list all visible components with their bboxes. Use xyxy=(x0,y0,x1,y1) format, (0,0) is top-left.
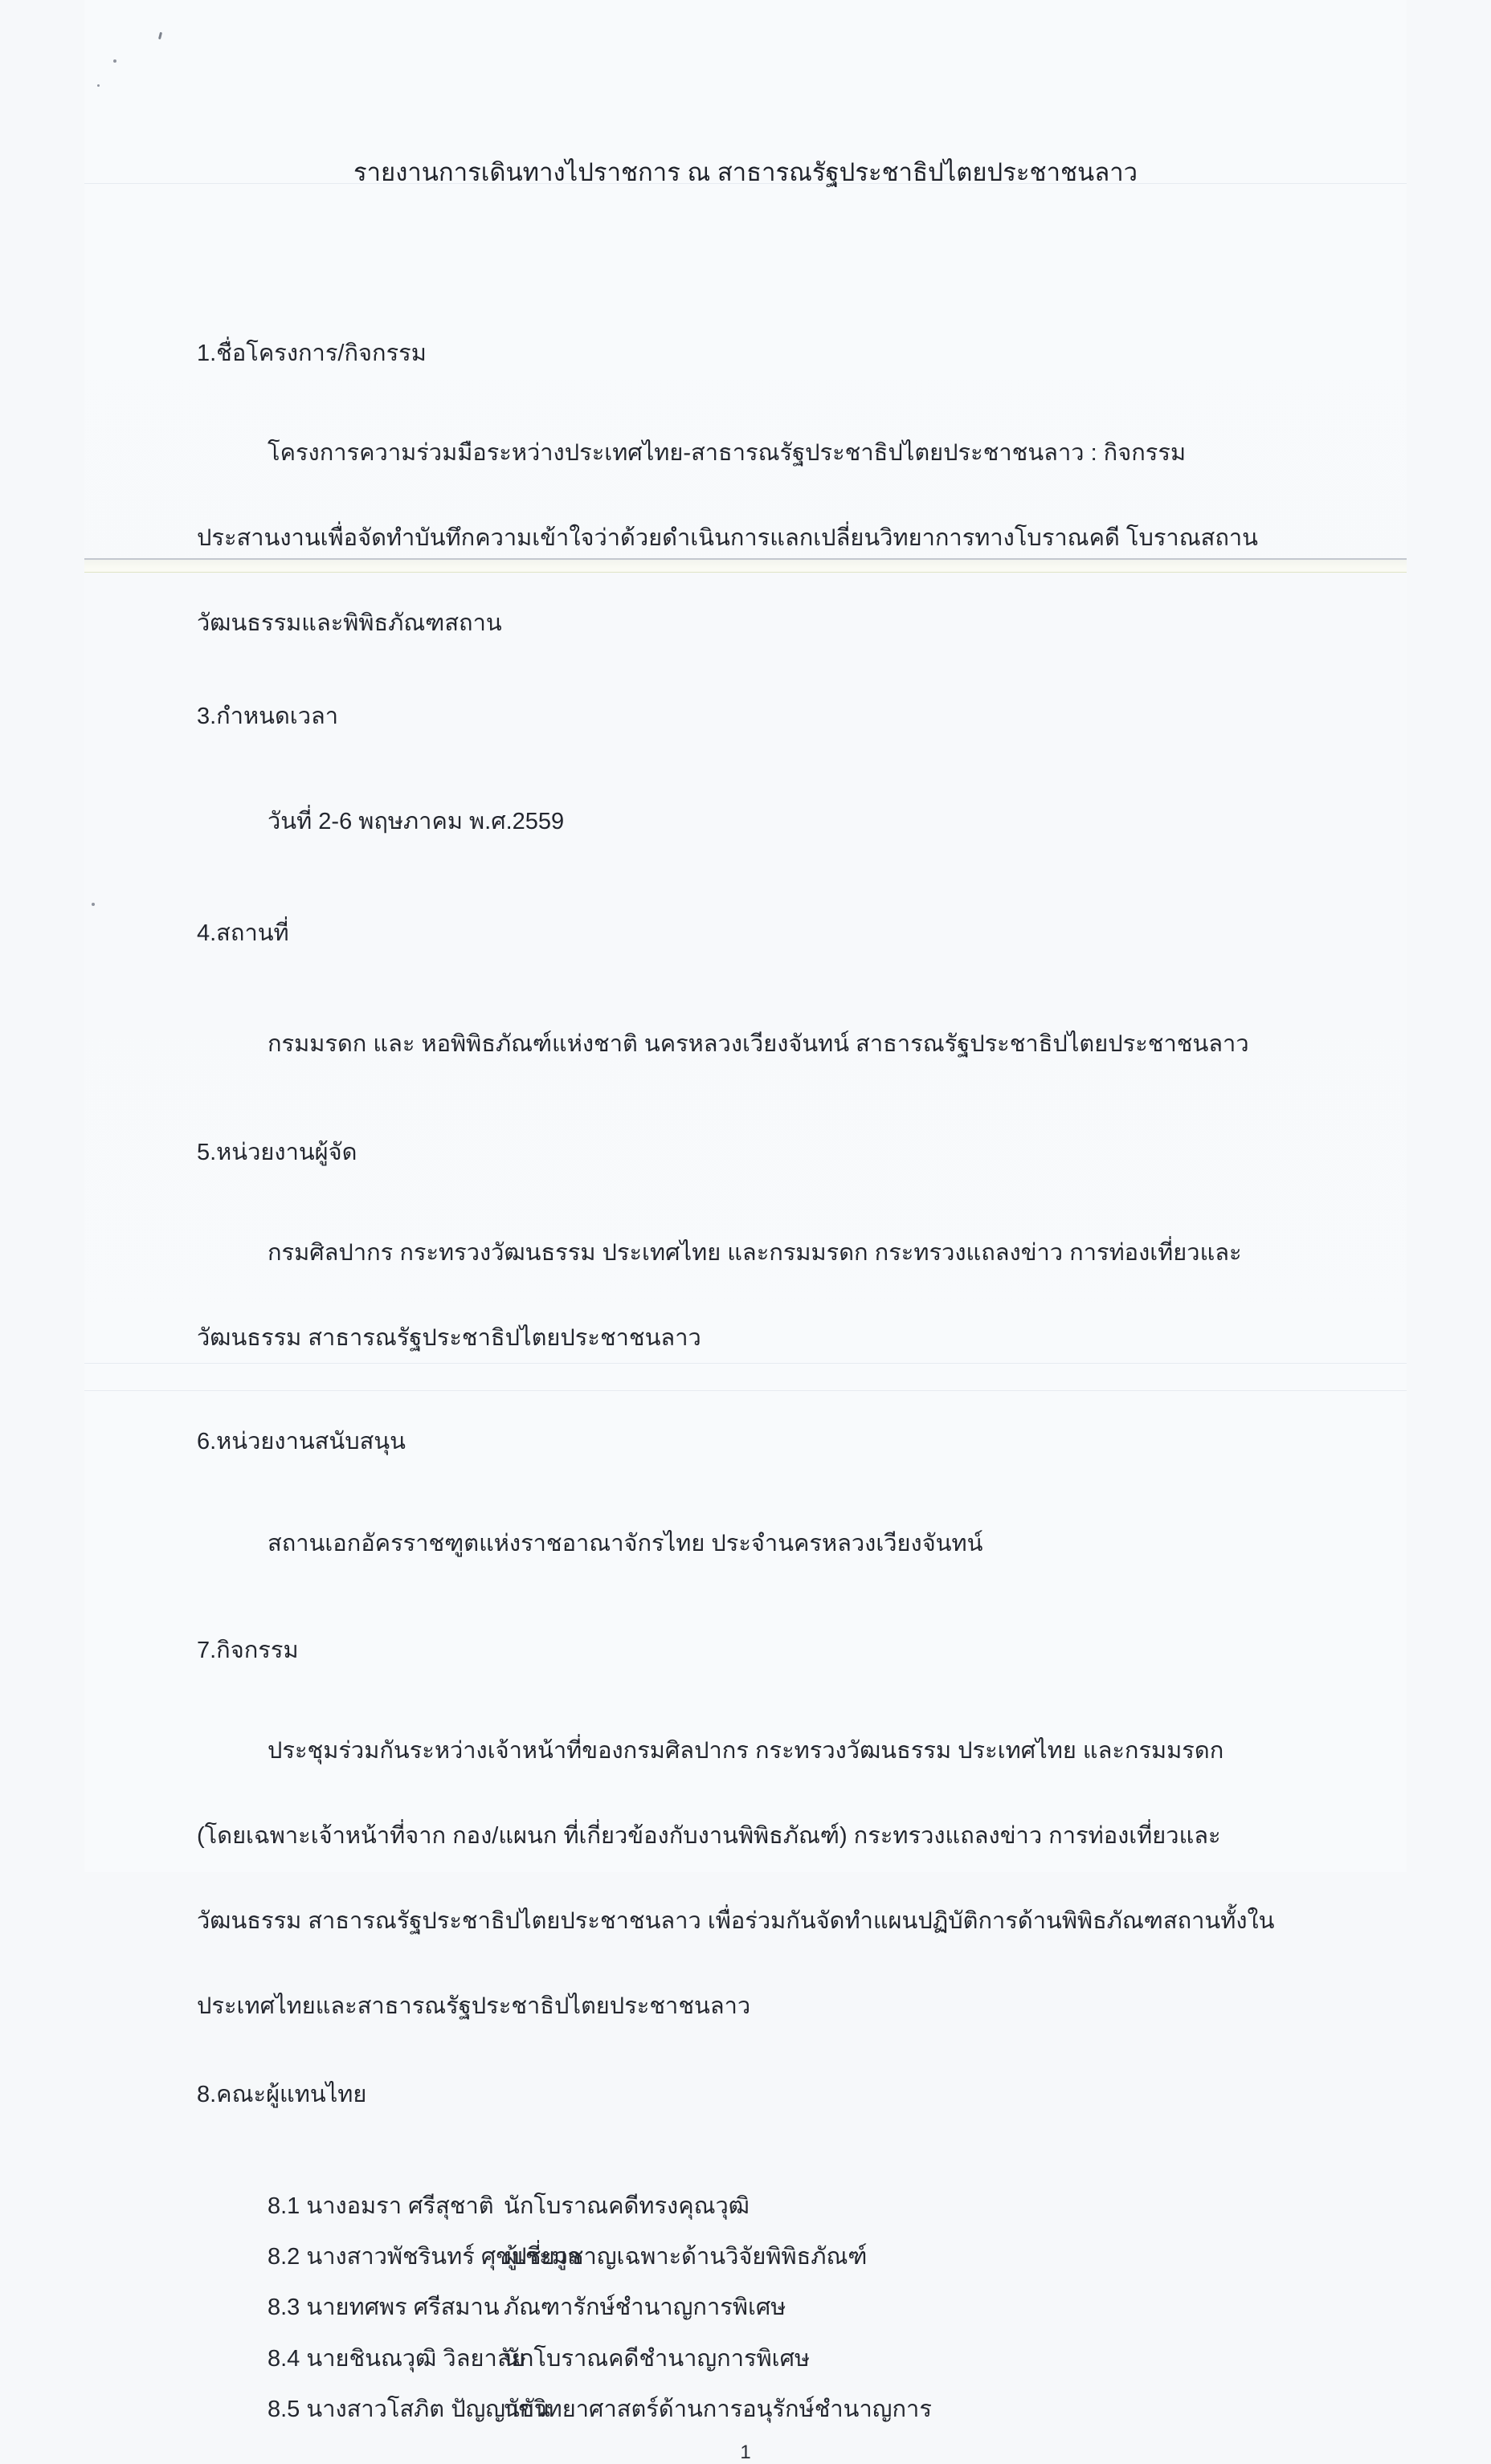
scan-speck xyxy=(92,903,95,906)
section-heading-8: 8.คณะผู้แทนไทย xyxy=(197,2082,367,2107)
scanned-document-page xyxy=(84,0,1407,2463)
delegate-name: 8.4 นายชินณวุฒิ วิลยาลัย xyxy=(268,2346,525,2372)
section-heading-3: 3.กำหนดเวลา xyxy=(197,704,339,729)
delegate-position: นักวิทยาศาสตร์ด้านการอนุรักษ์ชำนาญการ xyxy=(504,2397,932,2422)
paragraph-line: ประชุมร่วมกันระหว่างเจ้าหน้าที่ของกรมศิลปากร กระทรวงวัฒนธรรม ประเทศไทย และกรมมรดก xyxy=(268,1738,1224,1764)
paragraph-line: วัฒนธรรม สาธารณรัฐประชาธิปไตยประชาชนลาว xyxy=(197,1325,701,1351)
paragraph-line: วัฒนธรรมและพิพิธภัณฑสถาน xyxy=(197,610,502,636)
paragraph-line: กรมมรดก และ หอพิพิธภัณฑ์แห่งชาติ นครหลวงเวียงจันทน์ สาธารณรัฐประชาธิปไตยประชาชนลาว xyxy=(268,1031,1249,1057)
scan-artifact-band xyxy=(84,558,1407,573)
delegate-position: ภัณฑารักษ์ชำนาญการพิเศษ xyxy=(504,2295,786,2320)
scan-speck xyxy=(158,32,162,39)
scan-speck xyxy=(113,59,116,63)
paragraph-line: วันที่ 2-6 พฤษภาคม พ.ศ.2559 xyxy=(268,809,565,834)
paragraph-line: กรมศิลปากร กระทรวงวัฒนธรรม ประเทศไทย และกรมมรดก กระทรวงแถลงข่าว การท่องเที่ยวและ xyxy=(268,1240,1242,1266)
page-number: 1 xyxy=(740,2442,751,2463)
section-heading-7: 7.กิจกรรม xyxy=(197,1638,299,1663)
paragraph-line: โครงการความร่วมมือระหว่างประเทศไทย-สาธารณรัฐประชาธิปไตยประชาชนลาว : กิจกรรม xyxy=(268,440,1187,466)
paragraph-line: ประเทศไทยและสาธารณรัฐประชาธิปไตยประชาชนลาว xyxy=(197,1993,751,2019)
paragraph-line: วัฒนธรรม สาธารณรัฐประชาธิปไตยประชาชนลาว เพื่อร่วมกันจัดทำแผนปฏิบัติการด้านพิพิธภัณฑสถานทั้งใน xyxy=(197,1908,1275,1934)
delegate-position: นักโบราณคดีชำนาญการพิเศษ xyxy=(504,2346,811,2372)
scan-artifact-line xyxy=(84,1363,1407,1364)
document-title: รายงานการเดินทางไปราชการ ณ สาธารณรัฐประชาธิปไตยประชาชนลาว xyxy=(353,158,1138,186)
delegate-name: 8.3 นายทศพร ศรีสมาน xyxy=(268,2295,500,2320)
scan-speck xyxy=(97,84,100,87)
delegate-name: 8.1 นางอมรา ศรีสุชาติ xyxy=(268,2193,494,2219)
delegate-name: 8.5 นางสาวโสภิต ปัญญาขัน xyxy=(268,2397,550,2422)
paragraph-line: ประสานงานเพื่อจัดทำบันทึกความเข้าใจว่าด้วยดำเนินการแลกเปลี่ยนวิทยาการทางโบราณคดี โบราณสถาน xyxy=(197,525,1258,551)
delegate-position: ผู้เชี่ยวชาญเฉพาะด้านวิจัยพิพิธภัณฑ์ xyxy=(504,2244,868,2270)
section-heading-4: 4.สถานที่ xyxy=(197,920,289,946)
section-heading-6: 6.หน่วยงานสนับสนุน xyxy=(197,1429,406,1454)
paragraph-line: (โดยเฉพาะเจ้าหน้าที่จาก กอง/แผนก ที่เกี่ยวข้องกับงานพิพิธภัณฑ์) กระทรวงแถลงข่าว การท่องเที่ยวและ xyxy=(197,1823,1221,1849)
scan-artifact-line xyxy=(84,1390,1407,1391)
delegate-name: 8.2 นางสาวพัชรินทร์ ศุขประมูล xyxy=(268,2244,582,2270)
paragraph-line: สถานเอกอัครราชฑูตแห่งราชอาณาจักรไทย ประจำนครหลวงเวียงจันทน์ xyxy=(268,1531,983,1556)
section-heading-5: 5.หน่วยงานผู้จัด xyxy=(197,1140,357,1165)
delegate-position: นักโบราณคดีทรงคุณวุฒิ xyxy=(504,2193,750,2219)
section-heading-1: 1.ชื่อโครงการ/กิจกรรม xyxy=(197,341,427,366)
